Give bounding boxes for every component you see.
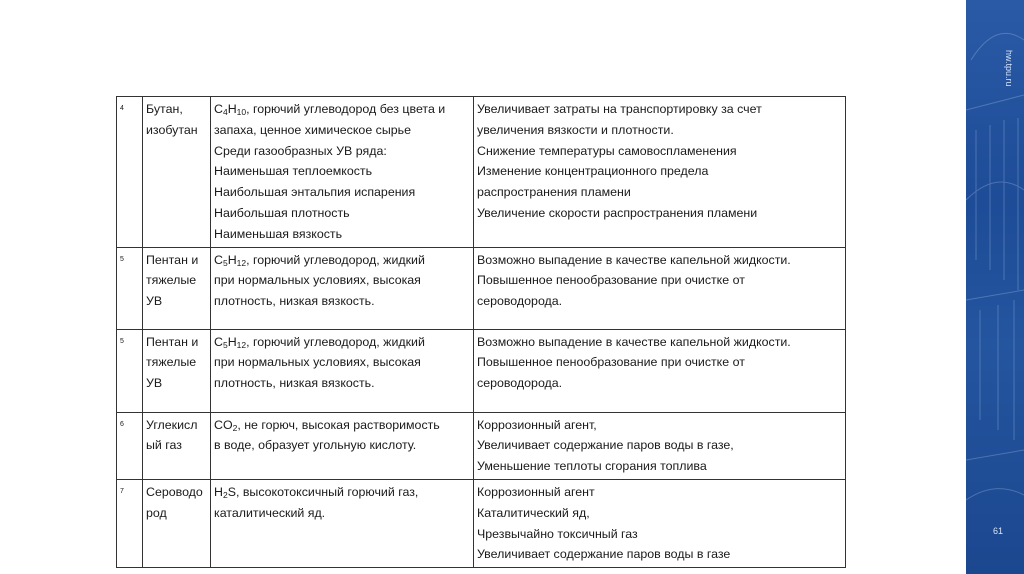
component-name: Бутан, изобутан — [143, 97, 211, 248]
component-name: Пентан и тяжелые УВ — [143, 329, 211, 412]
component-properties: $C_5H_{12}$, горючий углеводород, жидкий при нормальных условиях, высокая плотность, низкая вязкость. — [211, 329, 474, 412]
row-number: 6 — [117, 412, 143, 479]
row-number: 5 — [117, 329, 143, 412]
sidebar-band — [966, 0, 1024, 574]
table-row — [117, 329, 846, 412]
component-name: Сероводо род — [143, 479, 211, 567]
page-number: 61 — [992, 526, 1003, 536]
site-url: hw.tpu.ru — [1004, 50, 1014, 87]
formula-line: $CO_2$, не горюч, высокая растворимость — [214, 417, 440, 433]
component-properties: $CO_2$, не горюч, высокая растворимость в воде, образует угольную кислоту. — [211, 412, 474, 479]
table-row — [117, 479, 846, 567]
component-effects: Коррозионный агент Каталитический яд, Чрезвычайно токсичный газ Увеличивает содержание паров воды в газе — [474, 479, 846, 567]
table-row — [117, 247, 846, 329]
gas-components-table — [116, 96, 846, 568]
building-facade-image — [966, 0, 1024, 574]
formula-line: $C_5H_{12}$, горючий углеводород, жидкий — [214, 334, 425, 350]
component-name: Пентан и тяжелые УВ — [143, 247, 211, 329]
formula-line: $H_2S$, высокотоксичный горючий газ, — [214, 484, 419, 500]
formula-line: $C_4H_{10}$, горючий углеводород без цвета и — [214, 102, 446, 117]
row-number: 7 — [117, 479, 143, 567]
component-effects: Коррозионный агент, Увеличивает содержание паров воды в газе, Уменьшение теплоты сгорания топлива — [474, 412, 846, 479]
component-properties: $C_4H_{10}$, горючий углеводород без цвета и запаха, ценное химическое сырье Среди газообразных УВ ряда: Наименьшая теплоемкость Наибольшая энтальпия испарения Наибольшая плотность Наименьшая вязкость — [211, 97, 474, 248]
table-row — [117, 412, 846, 479]
row-number: 5 — [117, 247, 143, 329]
table-row — [117, 97, 846, 248]
row-number: 4 — [117, 97, 143, 248]
component-effects: Возможно выпадение в качестве капельной жидкости. Повышенное пенообразование при очистке от сероводорода. — [474, 247, 846, 329]
formula-line: $C_5H_{12}$, горючий углеводород, жидкий — [214, 252, 425, 268]
component-name: Углекисл ый газ — [143, 412, 211, 479]
component-properties: $C_5H_{12}$, горючий углеводород, жидкий при нормальных условиях, высокая плотность, низкая вязкость. — [211, 247, 474, 329]
component-effects: Возможно выпадение в качестве капельной жидкости. Повышенное пенообразование при очистке от сероводорода. — [474, 329, 846, 412]
component-properties: $H_2S$, высокотоксичный горючий газ, каталитический яд. — [211, 479, 474, 567]
component-effects: Увеличивает затраты на транспортировку за счет увеличения вязкости и плотности. Снижение температуры самовоспламенения Изменение концентрационного предела распространения пламени Увеличение скорости распространения пламени — [474, 97, 846, 248]
